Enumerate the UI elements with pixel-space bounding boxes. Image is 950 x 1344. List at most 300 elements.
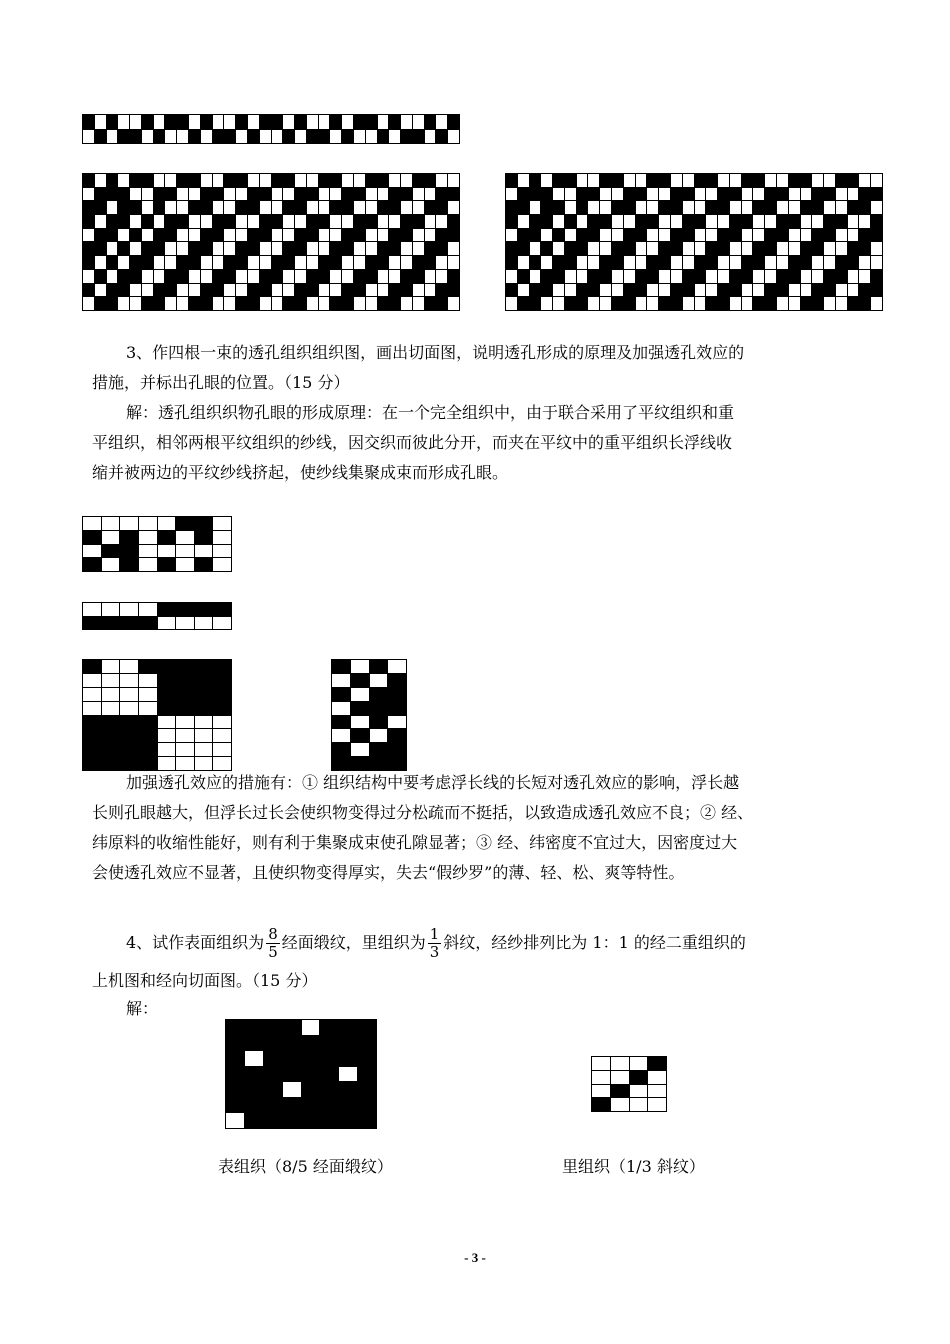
- weave-cell: [264, 1067, 282, 1082]
- weave-cell: [283, 1020, 301, 1035]
- weave-cell: [753, 188, 764, 201]
- weave-cell: [342, 188, 353, 201]
- weave-cell: [777, 201, 788, 214]
- weave-cell: [425, 188, 436, 201]
- weave-cell: [848, 229, 859, 242]
- weave-cell: [189, 229, 200, 242]
- weave-cell: [102, 660, 120, 673]
- weave-cell: [600, 174, 611, 187]
- grid-back-twill: [591, 1056, 667, 1112]
- weave-cell: [695, 297, 706, 310]
- weave-cell: [139, 558, 157, 571]
- weave-cell: [177, 174, 188, 187]
- weave-cell: [330, 130, 341, 144]
- weave-cell: [389, 256, 400, 269]
- weave-cell: [283, 1036, 301, 1051]
- weave-cell: [142, 115, 153, 129]
- weave-cell: [351, 743, 369, 756]
- weave-cell: [195, 743, 213, 756]
- weave-cell: [366, 297, 377, 310]
- weave-cell: [706, 201, 717, 214]
- weave-cell: [213, 545, 231, 558]
- weave-cell: [378, 242, 389, 255]
- weave-cell: [789, 188, 800, 201]
- weave-cell: [413, 284, 424, 297]
- weave-cell: [366, 215, 377, 228]
- weave-cell: [647, 284, 658, 297]
- weave-cell: [706, 215, 717, 228]
- weave-cell: [295, 270, 306, 283]
- weave-cell: [742, 215, 753, 228]
- weave-cell: [588, 270, 599, 283]
- q3-measures: [92, 768, 868, 888]
- weave-cell: [648, 1071, 666, 1084]
- weave-cell: [378, 270, 389, 283]
- weave-cell: [83, 115, 94, 129]
- weave-cell: [154, 174, 165, 187]
- weave-cell: [871, 284, 882, 297]
- weave-cell: [541, 297, 552, 310]
- weave-cell: [236, 242, 247, 255]
- weave-cell: [624, 201, 635, 214]
- weave-cell: [358, 1067, 376, 1082]
- weave-cell: [600, 256, 611, 269]
- weave-cell: [358, 1082, 376, 1097]
- weave-cell: [201, 297, 212, 310]
- weave-cell: [332, 716, 350, 729]
- weave-cell: [448, 130, 459, 144]
- weave-cell: [158, 729, 176, 742]
- weave-cell: [102, 517, 120, 530]
- weave-cell: [824, 297, 835, 310]
- weave-cell: [354, 256, 365, 269]
- weave-cell: [389, 215, 400, 228]
- weave-cell: [351, 702, 369, 715]
- weave-cell: [283, 1082, 301, 1097]
- weave-cell: [176, 688, 194, 701]
- weave-cell: [264, 1113, 282, 1128]
- weave-cell: [506, 215, 517, 228]
- weave-cell: [130, 229, 141, 242]
- weave-cell: [342, 284, 353, 297]
- weave-cell: [354, 297, 365, 310]
- grid-section-a: [82, 516, 232, 572]
- weave-cell: [295, 215, 306, 228]
- weave-cell: [83, 743, 101, 756]
- weave-cell: [189, 188, 200, 201]
- weave-cell: [107, 215, 118, 228]
- weave-cell: [224, 297, 235, 310]
- weave-cell: [789, 242, 800, 255]
- weave-cell: [339, 1082, 357, 1097]
- weave-cell: [683, 256, 694, 269]
- weave-cell: [378, 229, 389, 242]
- weave-cell: [295, 174, 306, 187]
- weave-cell: [351, 716, 369, 729]
- weave-cell: [789, 297, 800, 310]
- weave-cell: [401, 201, 412, 214]
- weave-cell: [107, 188, 118, 201]
- weave-cell: [848, 174, 859, 187]
- weave-cell: [95, 256, 106, 269]
- weave-cell: [195, 716, 213, 729]
- weave-cell: [448, 242, 459, 255]
- weave-cell: [195, 660, 213, 673]
- weave-cell: [354, 188, 365, 201]
- weave-cell: [425, 115, 436, 129]
- weave-cell: [801, 229, 812, 242]
- weave-cell: [195, 702, 213, 715]
- weave-cell: [213, 284, 224, 297]
- weave-cell: [413, 256, 424, 269]
- weave-cell: [248, 188, 259, 201]
- weave-cell: [102, 545, 120, 558]
- weave-cell: [332, 688, 350, 701]
- weave-cell: [139, 702, 157, 715]
- weave-cell: [659, 215, 670, 228]
- weave-cell: [130, 215, 141, 228]
- weave-cell: [630, 1057, 648, 1070]
- weave-cell: [370, 702, 388, 715]
- weave-cell: [139, 688, 157, 701]
- weave-cell: [518, 284, 529, 297]
- weave-cell: [389, 229, 400, 242]
- weave-cell: [195, 603, 213, 616]
- weave-cell: [95, 215, 106, 228]
- weave-cell: [139, 545, 157, 558]
- weave-cell: [245, 1113, 263, 1128]
- weave-cell: [342, 229, 353, 242]
- weave-cell: [683, 229, 694, 242]
- weave-cell: [260, 201, 271, 214]
- weave-cell: [859, 174, 870, 187]
- weave-cell: [176, 716, 194, 729]
- weave-cell: [765, 242, 776, 255]
- weave-cell: [801, 270, 812, 283]
- weave-cell: [118, 242, 129, 255]
- weave-cell: [224, 130, 235, 144]
- weave-cell: [577, 270, 588, 283]
- weave-cell: [765, 229, 776, 242]
- grid-section-b: [82, 602, 232, 630]
- weave-cell: [777, 297, 788, 310]
- weave-cell: [236, 201, 247, 214]
- weave-cell: [272, 242, 283, 255]
- weave-cell: [264, 1036, 282, 1051]
- weave-cell: [859, 242, 870, 255]
- fraction-numerator: 8: [268, 925, 278, 943]
- weave-cell: [189, 130, 200, 144]
- weave-cell: [226, 1082, 244, 1097]
- weave-cell: [83, 270, 94, 283]
- weave-cell: [378, 201, 389, 214]
- weave-cell: [389, 174, 400, 187]
- weave-cell: [636, 256, 647, 269]
- weave-cell: [102, 702, 120, 715]
- weave-cell: [624, 229, 635, 242]
- weave-cell: [201, 256, 212, 269]
- weave-cell: [777, 256, 788, 269]
- weave-cell: [588, 297, 599, 310]
- weave-cell: [319, 270, 330, 283]
- weave-cell: [789, 284, 800, 297]
- weave-cell: [836, 229, 847, 242]
- weave-cell: [378, 215, 389, 228]
- weave-cell: [102, 558, 120, 571]
- weave-cell: [612, 270, 623, 283]
- weave-cell: [272, 115, 283, 129]
- weave-cell: [848, 215, 859, 228]
- weave-cell: [659, 297, 670, 310]
- weave-cell: [859, 284, 870, 297]
- weave-cell: [120, 531, 138, 544]
- weave-cell: [389, 284, 400, 297]
- weave-cell: [565, 215, 576, 228]
- weave-cell: [102, 674, 120, 687]
- weave-cell: [154, 201, 165, 214]
- weave-cell: [245, 1051, 263, 1066]
- q4-suffix: 斜纹，经纱排列比为 1：1 的经二重组织的: [443, 933, 746, 952]
- weave-cell: [213, 660, 231, 673]
- weave-cell: [107, 297, 118, 310]
- weave-cell: [139, 603, 157, 616]
- weave-cell: [718, 188, 729, 201]
- weave-cell: [812, 242, 823, 255]
- weave-cell: [165, 188, 176, 201]
- weave-cell: [565, 242, 576, 255]
- weave-cell: [307, 115, 318, 129]
- weave-cell: [588, 229, 599, 242]
- weave-cell: [577, 215, 588, 228]
- weave-cell: [213, 188, 224, 201]
- weave-cell: [177, 242, 188, 255]
- weave-cell: [302, 1067, 320, 1082]
- weave-cell: [260, 256, 271, 269]
- weave-cell: [530, 201, 541, 214]
- weave-cell: [859, 201, 870, 214]
- weave-cell: [154, 229, 165, 242]
- weave-cell: [142, 174, 153, 187]
- q3-measures-line-3: 纬原料的收缩性能好，则有利于集聚成束使孔隙显著；③ 经、纬密度不宜过大，因密度过大: [92, 833, 738, 852]
- fraction-8-5: [266, 926, 280, 961]
- weave-cell: [213, 270, 224, 283]
- weave-cell: [636, 242, 647, 255]
- weave-cell: [859, 256, 870, 269]
- weave-cell: [264, 1098, 282, 1113]
- weave-cell: [425, 215, 436, 228]
- weave-cell: [154, 215, 165, 228]
- weave-cell: [553, 215, 564, 228]
- weave-cell: [330, 115, 341, 129]
- weave-cell: [366, 256, 377, 269]
- weave-cell: [354, 229, 365, 242]
- weave-cell: [307, 256, 318, 269]
- weave-cell: [612, 284, 623, 297]
- weave-cell: [636, 215, 647, 228]
- weave-cell: [83, 617, 101, 630]
- weave-cell: [671, 201, 682, 214]
- weave-cell: [730, 201, 741, 214]
- weave-cell: [624, 188, 635, 201]
- weave-cell: [351, 674, 369, 687]
- weave-cell: [812, 201, 823, 214]
- weave-cell: [236, 297, 247, 310]
- weave-cell: [718, 284, 729, 297]
- weave-cell: [102, 531, 120, 544]
- weave-cell: [201, 215, 212, 228]
- weave-cell: [389, 201, 400, 214]
- weave-cell: [189, 270, 200, 283]
- weave-cell: [107, 270, 118, 283]
- weave-cell: [224, 174, 235, 187]
- weave-cell: [120, 702, 138, 715]
- weave-cell: [848, 256, 859, 269]
- weave-cell: [339, 1036, 357, 1051]
- weave-cell: [695, 188, 706, 201]
- weave-cell: [272, 130, 283, 144]
- weave-cell: [195, 531, 213, 544]
- weave-cell: [541, 174, 552, 187]
- weave-cell: [553, 229, 564, 242]
- weave-cell: [413, 201, 424, 214]
- weave-cell: [730, 242, 741, 255]
- weave-cell: [592, 1098, 610, 1111]
- weave-cell: [824, 270, 835, 283]
- weave-cell: [201, 115, 212, 129]
- weave-cell: [401, 188, 412, 201]
- weave-cell: [742, 284, 753, 297]
- weave-cell: [120, 716, 138, 729]
- weave-cell: [848, 297, 859, 310]
- weave-cell: [83, 688, 101, 701]
- weave-cell: [706, 270, 717, 283]
- weave-cell: [859, 270, 870, 283]
- weave-cell: [213, 229, 224, 242]
- weave-cell: [165, 256, 176, 269]
- weave-cell: [332, 743, 350, 756]
- weave-cell: [718, 174, 729, 187]
- weave-cell: [588, 256, 599, 269]
- weave-cell: [801, 284, 812, 297]
- weave-cell: [871, 188, 882, 201]
- weave-cell: [224, 256, 235, 269]
- weave-cell: [95, 130, 106, 144]
- weave-cell: [120, 674, 138, 687]
- weave-cell: [695, 201, 706, 214]
- weave-cell: [765, 188, 776, 201]
- weave-cell: [95, 229, 106, 242]
- weave-cell: [283, 130, 294, 144]
- q4-question-line-1: [92, 920, 868, 966]
- weave-cell: [730, 297, 741, 310]
- weave-cell: [506, 201, 517, 214]
- weave-cell: [248, 215, 259, 228]
- weave-cell: [283, 1067, 301, 1082]
- weave-cell: [530, 256, 541, 269]
- q4-mid: 经面缎纹，里组织为: [281, 933, 426, 952]
- weave-cell: [83, 284, 94, 297]
- q4-question-cont: [92, 966, 868, 1024]
- weave-cell: [83, 174, 94, 187]
- weave-cell: [436, 201, 447, 214]
- weave-cell: [553, 188, 564, 201]
- q3-answer: [92, 398, 868, 488]
- weave-cell: [189, 256, 200, 269]
- weave-cell: [553, 284, 564, 297]
- weave-cell: [366, 284, 377, 297]
- weave-cell: [158, 545, 176, 558]
- weave-cell: [189, 242, 200, 255]
- weave-cell: [436, 215, 447, 228]
- weave-cell: [378, 284, 389, 297]
- weave-cell: [320, 1051, 338, 1066]
- weave-cell: [248, 242, 259, 255]
- weave-cell: [158, 531, 176, 544]
- weave-cell: [226, 1113, 244, 1128]
- weave-cell: [354, 201, 365, 214]
- weave-cell: [730, 215, 741, 228]
- weave-cell: [283, 188, 294, 201]
- weave-cell: [659, 229, 670, 242]
- weave-cell: [600, 242, 611, 255]
- weave-cell: [342, 242, 353, 255]
- weave-cell: [213, 174, 224, 187]
- weave-cell: [648, 1057, 666, 1070]
- weave-cell: [95, 174, 106, 187]
- weave-cell: [342, 256, 353, 269]
- weave-cell: [120, 545, 138, 558]
- weave-cell: [120, 660, 138, 673]
- weave-cell: [245, 1036, 263, 1051]
- weave-cell: [332, 702, 350, 715]
- weave-cell: [859, 229, 870, 242]
- fraction-1-3: [428, 926, 442, 961]
- weave-cell: [102, 743, 120, 756]
- weave-cell: [824, 215, 835, 228]
- weave-cell: [647, 256, 658, 269]
- weave-cell: [541, 201, 552, 214]
- weave-cell: [683, 284, 694, 297]
- weave-cell: [588, 188, 599, 201]
- weave-cell: [120, 617, 138, 630]
- weave-cell: [245, 1082, 263, 1097]
- weave-cell: [260, 242, 271, 255]
- weave-cell: [342, 297, 353, 310]
- weave-cell: [176, 729, 194, 742]
- weave-cell: [260, 215, 271, 228]
- weave-cell: [530, 215, 541, 228]
- weave-cell: [130, 256, 141, 269]
- weave-cell: [139, 517, 157, 530]
- weave-cell: [130, 130, 141, 144]
- weave-cell: [530, 270, 541, 283]
- weave-cell: [518, 270, 529, 283]
- weave-cell: [541, 229, 552, 242]
- weave-cell: [600, 201, 611, 214]
- weave-cell: [201, 229, 212, 242]
- weave-cell: [339, 1067, 357, 1082]
- weave-cell: [706, 188, 717, 201]
- weave-cell: [130, 284, 141, 297]
- weave-cell: [871, 297, 882, 310]
- weave-cell: [354, 215, 365, 228]
- weave-cell: [264, 1082, 282, 1097]
- weave-cell: [330, 256, 341, 269]
- weave-cell: [366, 242, 377, 255]
- weave-cell: [154, 256, 165, 269]
- weave-cell: [836, 270, 847, 283]
- weave-cell: [107, 201, 118, 214]
